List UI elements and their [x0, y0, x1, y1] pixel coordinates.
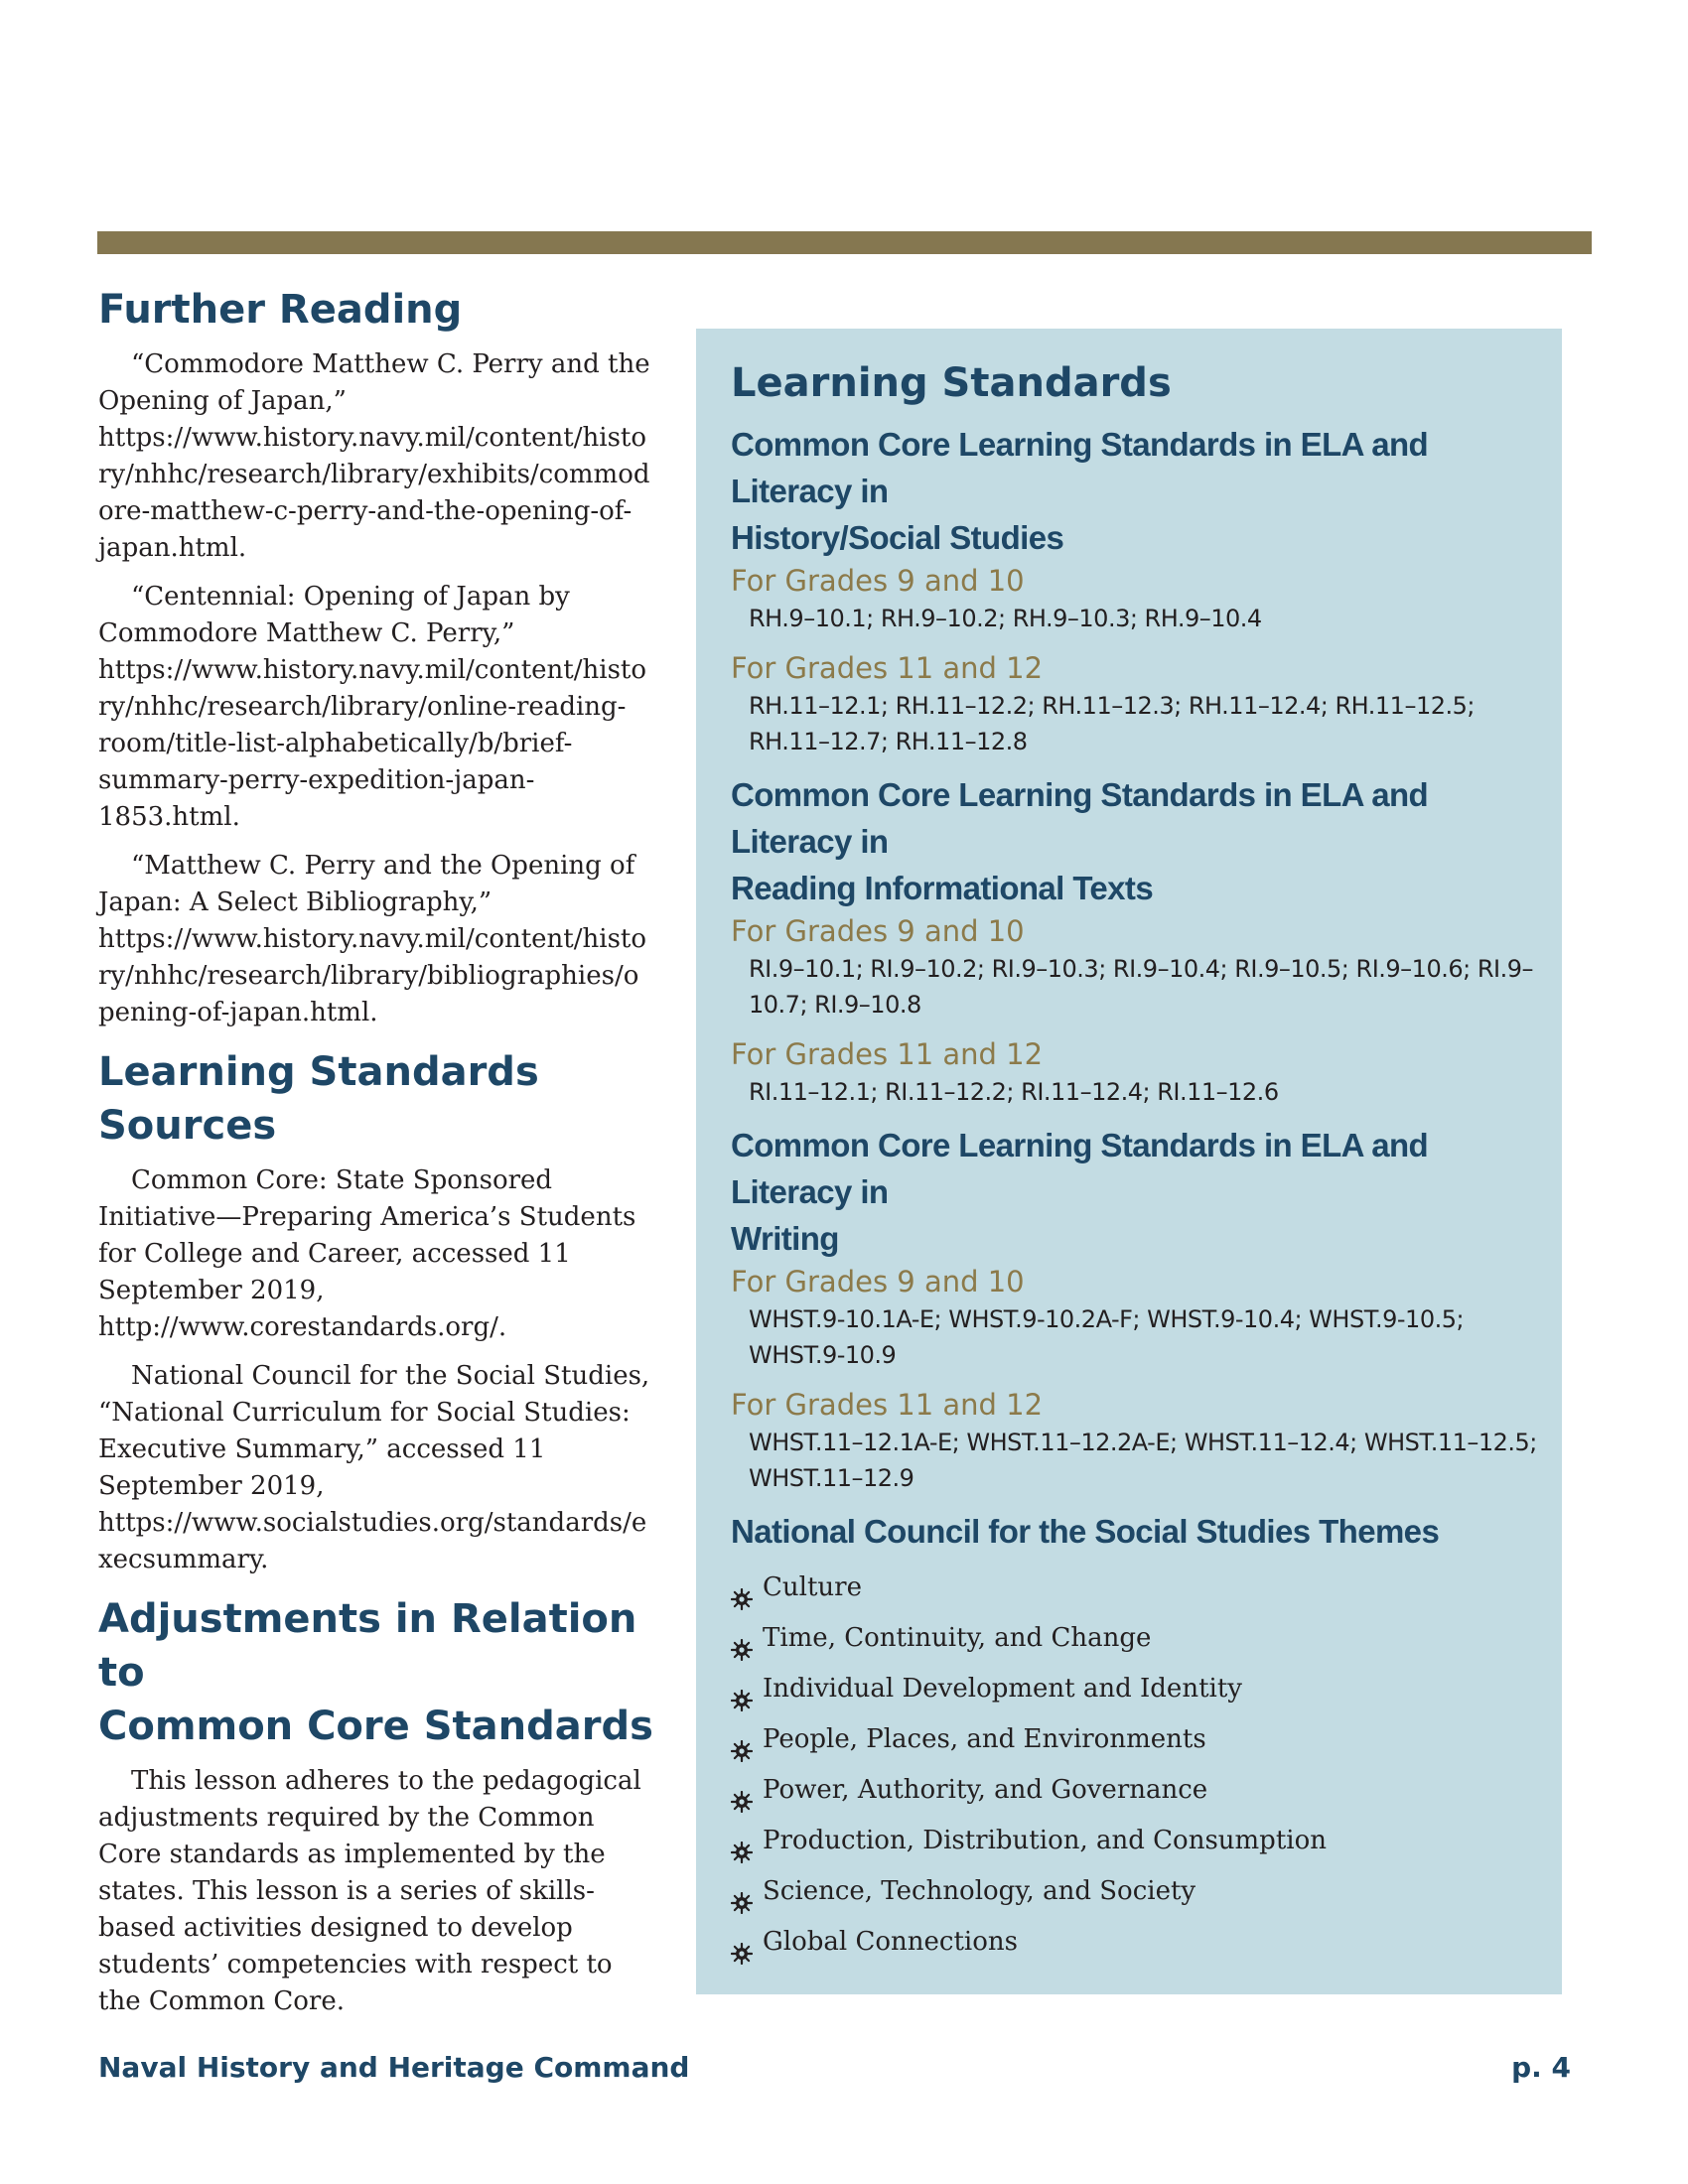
sources-list [98, 1162, 654, 1578]
theme-label: Power, Authority, and Governance [763, 1775, 1208, 1805]
group-title-line2: Writing [731, 1220, 839, 1257]
reference-item: “Commodore Matthew C. Perry and the Opening of Japan,” https://www.history.navy.mil/content/history/nhhc/research/library/exhibits/commodore-matthew-c-perry-and-the-opening-of-japan.html. [98, 349, 650, 563]
grade-label: For Grades 11 and 12 [731, 651, 1044, 685]
grade-label: For Grades 11 and 12 [731, 1388, 1044, 1422]
group-title-line1: Common Core Learning Standards in ELA and Literacy in [731, 426, 1429, 509]
standard-codes: RH.9–10.1; RH.9–10.2; RH.9–10.3; RH.9–10.4 [749, 605, 1262, 632]
sources-heading-line1: Learning Standards [98, 1049, 539, 1095]
adjustments-text: This lesson adheres to the pedagogical adjustments required by the Common Core standards as implemented by the states. This lesson is a series of skills-based activities designed to develop students’ competencies with respect to the Common Core. [98, 1766, 641, 2016]
group-title-line2: Reading Informational Texts [731, 870, 1154, 906]
theme-label: Culture [763, 1572, 862, 1602]
group-title-line1: Common Core Learning Standards in ELA and Literacy in [731, 1127, 1429, 1210]
standard-codes: WHST.9-10.1A-E; WHST.9-10.2A-F; WHST.9-10.4; WHST.9-10.5; WHST.9-10.9 [749, 1305, 1465, 1369]
standard-codes: RH.11–12.1; RH.11–12.2; RH.11–12.3; RH.11–12.4; RH.11–12.5; RH.11–12.7; RH.11–12.8 [749, 692, 1475, 755]
adjustments-heading-line1: Adjustments in Relation to [98, 1596, 637, 1696]
theme-item [731, 1816, 1540, 1866]
adjustments-heading-line2: Common Core Standards [98, 1704, 653, 1749]
footer-organization: Naval History and Heritage Command [98, 2051, 690, 2084]
theme-item [731, 1765, 1540, 1816]
theme-item [731, 1563, 1540, 1613]
theme-label: People, Places, and Environments [763, 1724, 1206, 1754]
theme-label: Time, Continuity, and Change [763, 1623, 1152, 1653]
ship-wheel-icon [731, 1577, 753, 1599]
standard-codes: RI.9–10.1; RI.9–10.2; RI.9–10.3; RI.9–10.4; RI.9–10.5; RI.9–10.6; RI.9–10.7; RI.9–10.8 [749, 955, 1533, 1019]
grade-label: For Grades 9 and 10 [731, 914, 1025, 948]
theme-label: Individual Development and Identity [763, 1674, 1242, 1704]
ship-wheel-icon [731, 1881, 753, 1903]
standards-group-history [731, 421, 1540, 759]
group-title [731, 421, 1540, 561]
ship-wheel-icon [731, 1729, 753, 1751]
standards-group-writing [731, 1122, 1540, 1496]
group-title-line2: History/Social Studies [731, 519, 1064, 556]
grade-label: For Grades 11 and 12 [731, 1037, 1044, 1071]
theme-item [731, 1613, 1540, 1664]
sources-heading [98, 1045, 654, 1153]
top-divider-bar [97, 231, 1592, 254]
ship-wheel-icon [731, 1679, 753, 1701]
adjustments-section [98, 1592, 654, 2020]
adjustments-heading [98, 1592, 654, 1753]
learning-standards-box [696, 329, 1562, 1994]
theme-label: Global Connections [763, 1927, 1018, 1957]
group-title [731, 771, 1540, 911]
ship-wheel-icon [731, 1932, 753, 1954]
further-reading-heading: Further Reading [98, 287, 463, 333]
ship-wheel-icon [731, 1628, 753, 1650]
sources-heading-line2: Sources [98, 1103, 277, 1149]
reference-item: “Matthew C. Perry and the Opening of Japan: A Select Bibliography,” https://www.history.navy.mil/content/history/nhhc/research/library/bibliographies/opening-of-japan.html. [98, 851, 647, 1027]
further-reading-list [98, 346, 654, 1031]
source-item: Common Core: State Sponsored Initiative—Preparing America’s Students for College and Career, accessed 11 September 2019, http://www.corestandards.org/. [98, 1165, 636, 1342]
grade-label: For Grades 9 and 10 [731, 564, 1025, 598]
group-title [731, 1122, 1540, 1262]
standard-codes: WHST.11–12.1A-E; WHST.11–12.2A-E; WHST.11–12.4; WHST.11–12.5; WHST.11–12.9 [749, 1429, 1537, 1492]
theme-label: Production, Distribution, and Consumption [763, 1826, 1327, 1855]
standards-group-reading [731, 771, 1540, 1110]
theme-label: Science, Technology, and Society [763, 1876, 1196, 1906]
reference-item: “Centennial: Opening of Japan by Commodore Matthew C. Perry,” https://www.history.navy.mil/content/history/nhhc/research/library/online-reading-room/title-list-alphabetically/b/brief-summary-perry-expedition-japan-1853.html. [98, 582, 647, 832]
page-number: p. 4 [1511, 2051, 1571, 2084]
left-column [98, 283, 654, 2032]
themes-title: National Council for the Social Studies Themes [731, 1513, 1440, 1550]
sources-section [98, 1045, 654, 1578]
ship-wheel-icon [731, 1780, 753, 1802]
themes-list [731, 1563, 1540, 1968]
grade-label: For Grades 9 and 10 [731, 1265, 1025, 1298]
group-title-line1: Common Core Learning Standards in ELA and Literacy in [731, 776, 1429, 860]
theme-item [731, 1866, 1540, 1917]
standard-codes: RI.11–12.1; RI.11–12.2; RI.11–12.4; RI.11–12.6 [749, 1078, 1279, 1106]
theme-item [731, 1714, 1540, 1765]
theme-item [731, 1917, 1540, 1968]
source-item: National Council for the Social Studies, “National Curriculum for Social Studies: Executive Summary,” accessed 11 September 2019, https://www.socialstudies.org/standards/execsummary. [98, 1361, 650, 1574]
learning-standards-heading: Learning Standards [731, 360, 1172, 406]
theme-item [731, 1664, 1540, 1714]
ship-wheel-icon [731, 1831, 753, 1852]
